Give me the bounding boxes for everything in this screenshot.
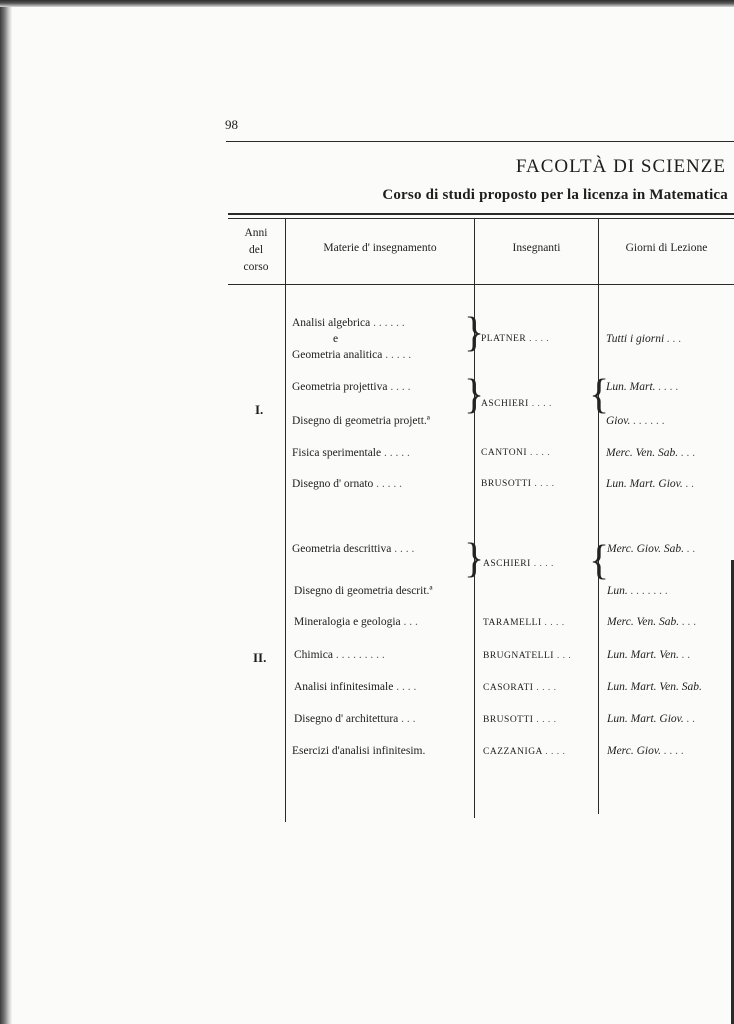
teacher-cell: CANTONI . . . .	[481, 448, 551, 458]
table-header-rule	[228, 284, 734, 285]
teacher-cell: BRUSOTTI . . . .	[483, 715, 557, 725]
teacher-cell: BRUSOTTI . . . .	[481, 479, 555, 489]
subject-cell: Disegno d' ornato . . . . .	[292, 478, 403, 490]
days-cell: Lun. Mart. Ven. . .	[607, 649, 691, 661]
subject-cell: Geometria descrittiva . . . .	[292, 543, 415, 555]
days-cell: Lun. Mart. Giov. . .	[606, 478, 695, 490]
column-divider	[285, 218, 286, 822]
days-cell: Giov. . . . . . .	[606, 415, 665, 427]
days-cell: Tutti i giorni . . .	[606, 333, 682, 345]
brace-glyph: {	[589, 538, 610, 584]
days-cell: Merc. Ven. Sab. . . .	[606, 447, 696, 459]
days-cell: Merc. Giov. . . . .	[607, 745, 684, 757]
teacher-cell: ASCHIERI . . . .	[483, 559, 554, 569]
teacher-cell: BRUGNATELLI . . .	[483, 651, 572, 661]
teacher-cell: PLATNER . . . .	[481, 334, 550, 344]
column-header-anni: Anni del corso	[243, 227, 269, 273]
table-top-rule-thin	[228, 218, 734, 219]
teacher-cell: CASORATI . . . .	[483, 683, 557, 693]
year-label: I.	[255, 402, 264, 417]
column-divider	[598, 218, 599, 814]
subject-cell: Disegno d' architettura . . .	[294, 713, 416, 725]
header-rule	[226, 141, 734, 142]
course-subtitle: Corso di studi proposto per la licenza in Matematica	[382, 187, 728, 203]
days-cell: Lun. Mart. Giov. . .	[607, 713, 696, 725]
subject-cell: e	[333, 333, 339, 345]
subject-cell: Fisica sperimentale . . . . .	[292, 447, 410, 459]
brace-glyph: {	[589, 372, 610, 418]
page-top-edge	[0, 0, 734, 7]
teacher-cell: TARAMELLI . . . .	[483, 618, 565, 628]
days-cell: Merc. Giov. Sab. . .	[607, 543, 696, 555]
subject-cell: Esercizi d'analisi infinitesim.	[292, 745, 426, 757]
brace-glyph: }	[464, 372, 485, 418]
subject-cell: Mineralogia e geologia . . .	[294, 616, 418, 628]
days-cell: Lun. . . . . . . .	[607, 585, 669, 597]
teacher-cell: CAZZANIGA . . . .	[483, 747, 566, 757]
days-cell: Lun. Mart. . . . .	[606, 381, 679, 393]
subject-cell: Analisi algebrica . . . . . .	[292, 317, 405, 329]
days-cell: Lun. Mart. Ven. Sab.	[607, 681, 702, 693]
brace-glyph: }	[464, 310, 485, 356]
teacher-cell: ASCHIERI . . . .	[481, 399, 552, 409]
page-number: 98	[225, 117, 238, 132]
column-divider	[474, 218, 475, 818]
subject-cell: Disegno di geometria descrit.ª	[294, 585, 433, 597]
subject-cell: Chimica . . . . . . . . .	[294, 649, 385, 661]
faculty-title: FACOLTÀ DI SCIENZE	[515, 156, 726, 177]
brace-glyph: }	[464, 536, 485, 582]
subject-cell: Analisi infinitesimale . . . .	[294, 681, 417, 693]
column-header-giorni: Giorni di Lezione	[625, 242, 708, 254]
year-label: II.	[253, 650, 267, 665]
days-cell: Merc. Ven. Sab. . . .	[607, 616, 697, 628]
page-binding-edge	[0, 0, 12, 1024]
subject-cell: Geometria analitica . . . . .	[292, 349, 412, 361]
subject-cell: Geometria projettiva . . . .	[292, 381, 411, 393]
subject-cell: Disegno di geometria projett.ª	[292, 415, 430, 427]
table-top-rule	[228, 213, 734, 215]
column-header-materie: Materie d' insegnamento	[323, 242, 437, 254]
column-header-insegnanti: Insegnanti	[512, 242, 561, 254]
